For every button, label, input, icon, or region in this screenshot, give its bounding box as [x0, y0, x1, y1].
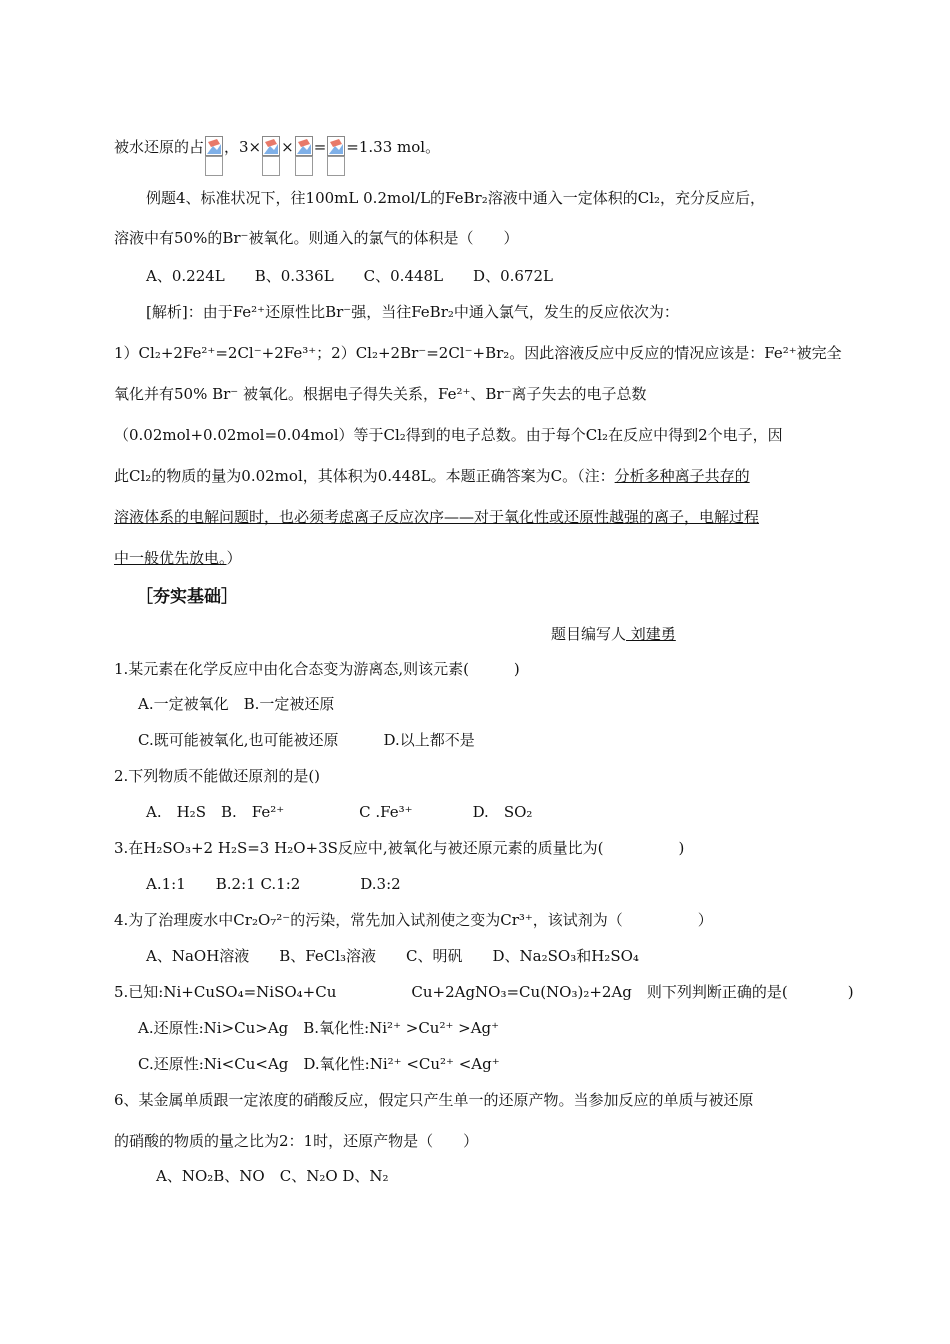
options-line: A. H₂S B. Fe²⁺ C .Fe³⁺ D. SO₂ — [146, 803, 533, 821]
options-line: A、NaOH溶液 B、FeCl₃溶液 C、明矾 D、Na₂SO₃和H₂SO₄ — [146, 947, 639, 965]
paragraph-line: 氧化并有50% Br⁻ 被氧化。根据电子得失关系，Fe²⁺、Br⁻离子失去的电子总数 — [114, 385, 647, 403]
paragraph-line — [114, 466, 750, 486]
author-line — [551, 624, 676, 644]
author-name: 刘建勇 — [626, 625, 676, 643]
options-line: C.还原性:Ni<Cu<Ag D.氧化性:Ni²⁺ <Cu²⁺ <Ag⁺ — [138, 1055, 500, 1073]
paragraph-line: 溶液中有50%的Br⁻被氧化。则通入的氯气的体积是（ ） — [114, 229, 519, 247]
options-line: A、0.224L B、0.336L C、0.448L D、0.672L — [146, 267, 553, 285]
question-line: 4.为了治理废水中Cr₂O₇²⁻的污染，常先加入试剂使之变为Cr³⁺，该试剂为（ ） — [114, 911, 713, 929]
paragraph-line — [114, 548, 242, 568]
options-line: A.1:1 B.2:1 C.1:2 D.3:2 — [146, 875, 401, 893]
section-heading: ［夯实基础］ — [136, 587, 238, 607]
broken-image-icon — [295, 136, 313, 176]
text-segment: 此Cl₂的物质的量为0.02mol，其体积为0.448L。本题正确答案为C。（注： — [114, 467, 615, 485]
broken-image-icon — [205, 136, 223, 176]
question-line: 1.某元素在化学反应中由化合态变为游离态,则该元素( ) — [114, 660, 520, 678]
paragraph-line: [解析]：由于Fe²⁺还原性比Br⁻强，当往FeBr₂中通入氯气，发生的反应依次为： — [146, 303, 679, 321]
question-line: 5.已知:Ni+CuSO₄=NiSO₄+Cu Cu+2AgNO₃=Cu(NO₃)₂+2Ag 则下列判断正确的是( ) — [114, 983, 854, 1001]
equation-line — [114, 136, 440, 176]
text-segment: × — [281, 138, 294, 156]
question-line: 2.下列物质不能做还原剂的是() — [114, 767, 321, 785]
options-line: A.还原性:Ni>Cu>Ag B.氧化性:Ni²⁺ >Cu²⁺ >Ag⁺ — [138, 1019, 500, 1037]
question-line: 的硝酸的物质的量之比为2：1时，还原产物是（ ） — [114, 1132, 479, 1150]
underlined-note: 中一般优先放电。 — [114, 549, 227, 567]
text-segment: =1.33 mol。 — [346, 138, 441, 156]
paragraph-line: （0.02mol+0.02mol=0.04mol）等于Cl₂得到的电子总数。由于每个Cl₂在反应中得到2个电子，因 — [114, 426, 783, 444]
options-line: C.既可能被氧化,也可能被还原 D.以上都不是 — [138, 731, 475, 749]
paragraph-line: 1）Cl₂+2Fe²⁺=2Cl⁻+2Fe³⁺；2）Cl₂+2Br⁻=2Cl⁻+Br₂。因此溶液反应中反应的情况应该是：Fe²⁺被完全 — [114, 344, 842, 362]
question-line: 3.在H₂SO₃+2 H₂S=3 H₂O+3S反应中,被氧化与被还原元素的质量比为( ) — [114, 839, 685, 857]
question-line: 6、某金属单质跟一定浓度的硝酸反应，假定只产生单一的还原产物。当参加反应的单质与被还原 — [114, 1091, 754, 1109]
paragraph-line: 例题4、标准状况下，往100mL 0.2mol/L的FeBr₂溶液中通入一定体积的Cl₂，充分反应后， — [146, 189, 766, 207]
options-line: A.一定被氧化 B.一定被还原 — [138, 695, 335, 713]
text-segment: = — [313, 138, 327, 156]
underlined-note: 分析多种离子共存的 — [614, 467, 750, 485]
options-line: A、NO₂B、NO C、N₂O D、N₂ — [156, 1167, 389, 1185]
author-label: 题目编写人 — [551, 625, 627, 643]
broken-image-icon — [262, 136, 280, 176]
text-segment: ） — [226, 549, 242, 567]
underlined-note: 溶液体系的电解问题时，也必须考虑离子反应次序——对于氧化性或还原性越强的离子，电解过程 — [114, 508, 760, 526]
text-segment: ，3× — [224, 138, 262, 156]
broken-image-icon — [327, 136, 345, 176]
text-segment: 被水还原的占 — [114, 138, 205, 156]
